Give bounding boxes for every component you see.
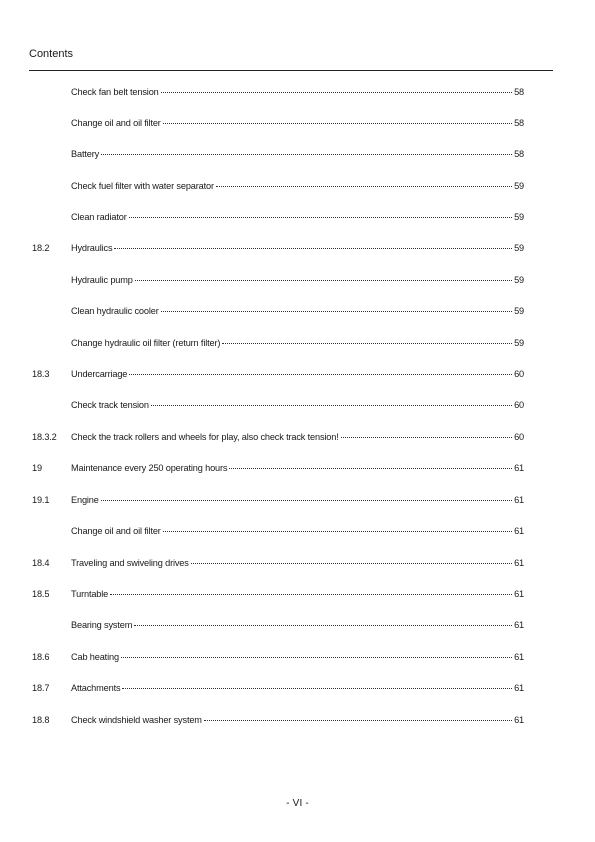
- toc-entry-number: 19.1: [32, 495, 50, 505]
- toc-entry-page: 60: [514, 400, 524, 410]
- toc-entry-page: 59: [514, 338, 524, 348]
- toc-leader-dots: [191, 562, 512, 564]
- toc-entry[interactable]: [0, 681, 595, 695]
- toc-leader-dots: [135, 279, 512, 281]
- toc-entry[interactable]: [0, 241, 595, 255]
- toc-entry[interactable]: [0, 650, 595, 664]
- toc-entry[interactable]: [0, 430, 595, 444]
- toc-leader-dots: [101, 153, 512, 155]
- toc-entry-number: 18.3: [32, 369, 50, 379]
- toc-entry-title: Traveling and swiveling drives: [71, 558, 189, 568]
- toc-entry-title: Battery: [71, 149, 100, 159]
- toc-entry-page: 61: [514, 526, 524, 536]
- toc-entry[interactable]: [0, 398, 595, 412]
- toc-leader-dots: [122, 687, 512, 689]
- toc-entry-page: 58: [514, 149, 524, 159]
- toc-leader-dots: [129, 373, 512, 375]
- toc-leader-dots: [204, 719, 512, 721]
- toc-entry-title: Undercarriage: [71, 369, 128, 379]
- toc-entry[interactable]: [0, 179, 595, 193]
- toc-leader-dots: [121, 656, 512, 658]
- toc-leader-dots: [110, 593, 512, 595]
- toc-entry-number: 18.5: [32, 589, 50, 599]
- toc-entry[interactable]: [0, 587, 595, 601]
- toc-entry-page: 59: [514, 212, 524, 222]
- toc-entry-title: Change oil and oil filter: [71, 526, 161, 536]
- toc-leader-dots: [161, 91, 512, 93]
- toc-entry[interactable]: [0, 713, 595, 727]
- toc-entry-title: Check the track rollers and wheels for play, also check track tension!: [71, 432, 339, 442]
- toc-entry-title: Maintenance every 250 operating hours: [71, 463, 228, 473]
- toc-entry-title: Turntable: [71, 589, 109, 599]
- toc-entry-page: 61: [514, 558, 524, 568]
- toc-leader-dots: [101, 499, 512, 501]
- toc-leader-dots: [151, 404, 512, 406]
- toc-entry-page: 58: [514, 87, 524, 97]
- toc-entry-title: Hydraulics: [71, 243, 113, 253]
- page-number: - VI -: [286, 798, 309, 809]
- toc-entry-number: 19: [32, 463, 42, 473]
- toc-entry-title: Check fan belt tension: [71, 87, 159, 97]
- toc-entry[interactable]: [0, 336, 595, 350]
- toc-entry-title: Change hydraulic oil filter (return filter): [71, 338, 221, 348]
- toc-entry-page: 58: [514, 118, 524, 128]
- toc-entry-number: 18.8: [32, 715, 50, 725]
- toc-entry-page: 61: [514, 620, 524, 630]
- toc-entry-page: 61: [514, 652, 524, 662]
- toc-leader-dots: [341, 436, 512, 438]
- toc-entry[interactable]: [0, 116, 595, 130]
- toc-entry-page: 60: [514, 432, 524, 442]
- toc-entry-title: Check fuel filter with water separator: [71, 181, 214, 191]
- toc-entry-number: 18.4: [32, 558, 50, 568]
- toc-entry-title: Bearing system: [71, 620, 133, 630]
- toc-entry-title: Cab heating: [71, 652, 119, 662]
- toc-entry[interactable]: [0, 618, 595, 632]
- toc-leader-dots: [222, 342, 512, 344]
- toc-entry-page: 61: [514, 683, 524, 693]
- toc-entry-page: 59: [514, 306, 524, 316]
- toc-leader-dots: [216, 185, 512, 187]
- toc-entry-page: 59: [514, 243, 524, 253]
- toc-entry[interactable]: [0, 304, 595, 318]
- toc-entry-number: 18.3.2: [32, 432, 57, 442]
- toc-entry[interactable]: [0, 493, 595, 507]
- toc-leader-dots: [134, 624, 512, 626]
- toc-entry-page: 59: [514, 181, 524, 191]
- page-header-title: Contents: [29, 48, 74, 60]
- toc-entry-page: 59: [514, 275, 524, 285]
- toc-leader-dots: [163, 530, 512, 532]
- toc-entry-title: Clean radiator: [71, 212, 127, 222]
- toc-entry-title: Check track tension: [71, 400, 149, 410]
- toc-entry-title: Clean hydraulic cooler: [71, 306, 159, 316]
- toc-entry-number: 18.7: [32, 683, 50, 693]
- toc-leader-dots: [229, 467, 512, 469]
- toc-entry-page: 61: [514, 463, 524, 473]
- toc-entry[interactable]: [0, 461, 595, 475]
- toc-entry-number: 18.6: [32, 652, 50, 662]
- toc-entry[interactable]: [0, 273, 595, 287]
- toc-entry[interactable]: [0, 524, 595, 538]
- toc-entry-title: Check windshield washer system: [71, 715, 202, 725]
- toc-entry[interactable]: [0, 85, 595, 99]
- toc-entry-page: 61: [514, 495, 524, 505]
- toc-entry-title: Change oil and oil filter: [71, 118, 161, 128]
- toc-entry-title: Attachments: [71, 683, 121, 693]
- toc-entry-page: 61: [514, 715, 524, 725]
- toc-entry-title: Hydraulic pump: [71, 275, 133, 285]
- toc-entry[interactable]: [0, 147, 595, 161]
- toc-entry[interactable]: [0, 367, 595, 381]
- toc-entry-number: 18.2: [32, 243, 50, 253]
- toc-leader-dots: [129, 216, 512, 218]
- toc-entry[interactable]: [0, 210, 595, 224]
- toc-entry-page: 61: [514, 589, 524, 599]
- toc-entry-title: Engine: [71, 495, 99, 505]
- toc-entry[interactable]: [0, 556, 595, 570]
- toc-entry-page: 60: [514, 369, 524, 379]
- toc-leader-dots: [161, 310, 512, 312]
- toc-leader-dots: [163, 122, 512, 124]
- toc-leader-dots: [114, 247, 512, 249]
